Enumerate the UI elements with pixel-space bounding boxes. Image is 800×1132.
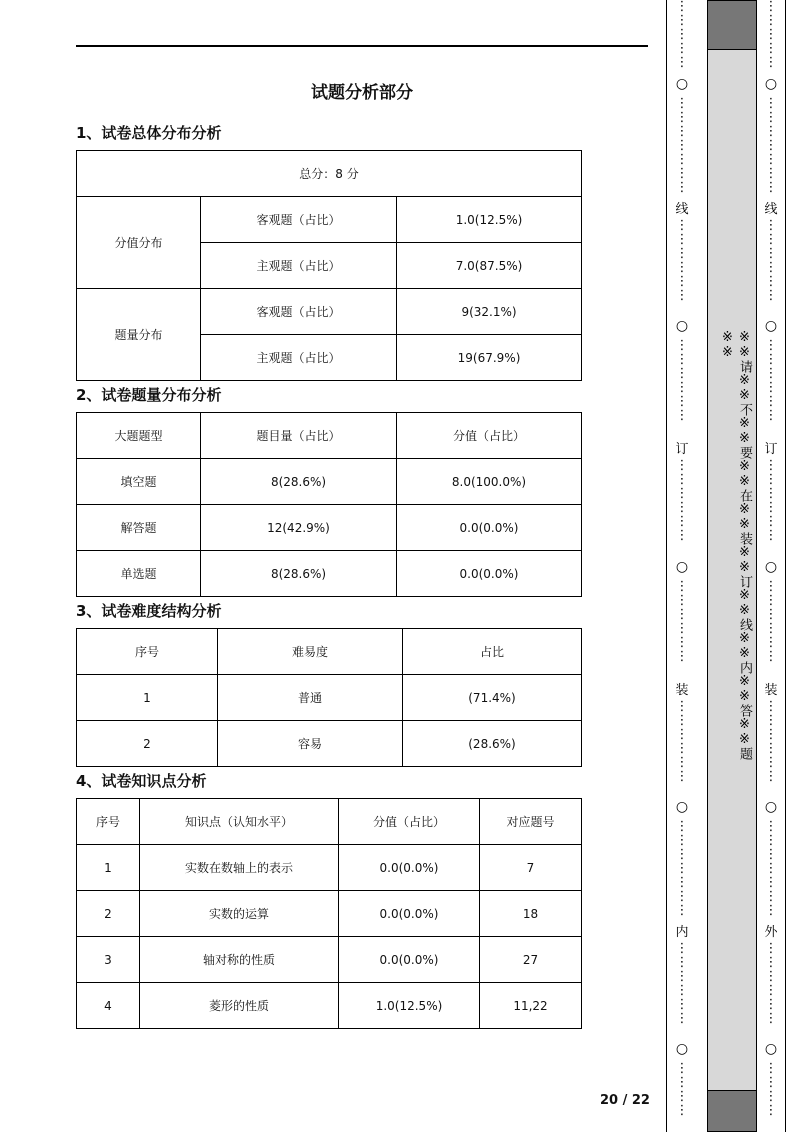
dotted-cut-line: ⋮ ⋮ ⋮ ⋮ [764, 1062, 778, 1118]
header-rule [76, 45, 648, 47]
binding-line-left [666, 0, 667, 1132]
table-row [77, 721, 582, 767]
seal-label: 外 [764, 925, 778, 940]
table-row [77, 675, 582, 721]
column-header: 占比 [403, 629, 582, 675]
table-cell: 11,22 [480, 983, 582, 1029]
overall-distribution-table [76, 150, 582, 381]
table-cell: 8(28.6%) [201, 459, 397, 505]
table-cell: 19(67.9%) [397, 335, 582, 381]
total-score-cell: 总分：8 分 [77, 151, 582, 197]
table-cell: 0.0(0.0%) [339, 891, 480, 937]
seal-circle-icon: ○ [675, 318, 689, 334]
seal-label: 装 [764, 683, 778, 698]
section-2-heading: 2、试卷题量分布分析 [76, 386, 222, 404]
table-cell: 菱形的性质 [140, 983, 339, 1029]
dotted-cut-line: ⋮ ⋮ ⋮ ⋮ ⋮ ⋮ [675, 459, 689, 543]
seal-circle-icon: ○ [764, 76, 778, 92]
dotted-cut-line: ⋮ ⋮ ⋮ ⋮ ⋮ ⋮ [675, 942, 689, 1026]
dotted-cut-line: ⋮ ⋮ ⋮ ⋮ ⋮ ⋮ ⋮ [675, 97, 689, 195]
column-header: 题目量（占比） [201, 413, 397, 459]
dotted-cut-line: ⋮ ⋮ ⋮ ⋮ ⋮ ⋮ [675, 219, 689, 303]
seal-label: 订 [675, 442, 689, 457]
knowledge-point-table [76, 798, 582, 1029]
table-row [77, 937, 582, 983]
seal-circle-icon: ○ [675, 559, 689, 575]
dotted-cut-line: ⋮ ⋮ ⋮ ⋮ ⋮ ⋮ ⋮ [675, 820, 689, 918]
inner-seal-column [672, 0, 692, 1132]
table-cell: 轴对称的性质 [140, 937, 339, 983]
table-cell: 主观题（占比） [201, 243, 397, 289]
group-label-cell: 分值分布 [77, 197, 201, 289]
seal-circle-icon: ○ [675, 76, 689, 92]
column-header: 对应题号 [480, 799, 582, 845]
question-distribution-table [76, 412, 582, 597]
dotted-cut-line: ⋮ ⋮ ⋮ ⋮ ⋮ ⋮ [675, 700, 689, 784]
document-title: 试题分析部分 [311, 83, 413, 103]
table-header-row [77, 629, 582, 675]
column-header: 知识点（认知水平） [140, 799, 339, 845]
seal-circle-icon: ○ [764, 799, 778, 815]
section-3-heading: 3、试卷难度结构分析 [76, 602, 222, 620]
seal-circle-icon: ○ [764, 1041, 778, 1057]
table-cell: 1.0(12.5%) [397, 197, 582, 243]
table-cell: 主观题（占比） [201, 335, 397, 381]
table-cell: 单选题 [77, 551, 201, 597]
table-cell: 12(42.9%) [201, 505, 397, 551]
binding-block-bottom [707, 1090, 757, 1132]
dotted-cut-line: ⋮ ⋮ ⋮ ⋮ ⋮ ⋮ ⋮ [764, 820, 778, 918]
table-header-row [77, 799, 582, 845]
table-cell: 0.0(0.0%) [339, 845, 480, 891]
dotted-cut-line: ⋮ ⋮ ⋮ ⋮ ⋮ [675, 0, 689, 70]
seal-circle-icon: ○ [675, 1041, 689, 1057]
section-4-heading: 4、试卷知识点分析 [76, 772, 207, 790]
table-cell: 7.0(87.5%) [397, 243, 582, 289]
seal-label: 内 [675, 925, 689, 940]
dotted-cut-line: ⋮ ⋮ ⋮ ⋮ ⋮ [764, 0, 778, 70]
dotted-cut-line: ⋮ ⋮ ⋮ ⋮ ⋮ ⋮ [764, 219, 778, 303]
seal-label: 订 [764, 442, 778, 457]
dotted-cut-line: ⋮ ⋮ ⋮ ⋮ [675, 1062, 689, 1118]
seal-circle-icon: ○ [764, 318, 778, 334]
table-cell: 27 [480, 937, 582, 983]
section-1-heading: 1、试卷总体分布分析 [76, 124, 222, 142]
page-number: 20 / 22 [600, 1093, 650, 1108]
table-row [77, 197, 582, 243]
table-row [77, 891, 582, 937]
table-cell: 3 [77, 937, 140, 983]
table-cell: 1 [77, 845, 140, 891]
binding-warning-text: ※※请※※不※※要※※在※※装※※订※※线※※内※※答※※题※※ [720, 330, 752, 760]
table-cell: 实数的运算 [140, 891, 339, 937]
column-header: 分值（占比） [397, 413, 582, 459]
table-cell: 客观题（占比） [201, 289, 397, 335]
dotted-cut-line: ⋮ ⋮ ⋮ ⋮ ⋮ ⋮ [675, 580, 689, 664]
table-cell: 7 [480, 845, 582, 891]
table-cell: 实数在数轴上的表示 [140, 845, 339, 891]
table-cell: 4 [77, 983, 140, 1029]
table-cell: 2 [77, 721, 218, 767]
difficulty-table [76, 628, 582, 767]
table-row [77, 983, 582, 1029]
table-cell: 0.0(0.0%) [397, 551, 582, 597]
table-cell: 8(28.6%) [201, 551, 397, 597]
outer-seal-column [761, 0, 781, 1132]
table-row [77, 459, 582, 505]
table-cell: 1.0(12.5%) [339, 983, 480, 1029]
table-cell: 容易 [218, 721, 403, 767]
table-cell: 1 [77, 675, 218, 721]
table-header-row [77, 413, 582, 459]
table-cell: (28.6%) [403, 721, 582, 767]
seal-circle-icon: ○ [675, 799, 689, 815]
dotted-cut-line: ⋮ ⋮ ⋮ ⋮ ⋮ ⋮ [764, 459, 778, 543]
dotted-cut-line: ⋮ ⋮ ⋮ ⋮ ⋮ ⋮ [764, 580, 778, 664]
table-row [77, 151, 582, 197]
table-row [77, 289, 582, 335]
dotted-cut-line: ⋮ ⋮ ⋮ ⋮ ⋮ ⋮ [764, 700, 778, 784]
binding-line-right [785, 0, 786, 1132]
table-cell: (71.4%) [403, 675, 582, 721]
dotted-cut-line: ⋮ ⋮ ⋮ ⋮ ⋮ ⋮ [764, 942, 778, 1026]
binding-block-top [707, 0, 757, 50]
dotted-cut-line: ⋮ ⋮ ⋮ ⋮ ⋮ ⋮ [675, 339, 689, 423]
table-row [77, 505, 582, 551]
table-cell: 9(32.1%) [397, 289, 582, 335]
table-cell: 普通 [218, 675, 403, 721]
dotted-cut-line: ⋮ ⋮ ⋮ ⋮ ⋮ ⋮ [764, 339, 778, 423]
column-header: 分值（占比） [339, 799, 480, 845]
column-header: 序号 [77, 799, 140, 845]
seal-label: 装 [675, 683, 689, 698]
table-cell: 客观题（占比） [201, 197, 397, 243]
table-row [77, 845, 582, 891]
column-header: 序号 [77, 629, 218, 675]
column-header: 大题题型 [77, 413, 201, 459]
table-cell: 18 [480, 891, 582, 937]
dotted-cut-line: ⋮ ⋮ ⋮ ⋮ ⋮ ⋮ ⋮ [764, 97, 778, 195]
table-cell: 0.0(0.0%) [339, 937, 480, 983]
column-header: 难易度 [218, 629, 403, 675]
table-row [77, 551, 582, 597]
seal-circle-icon: ○ [764, 559, 778, 575]
seal-label: 线 [675, 202, 689, 217]
table-cell: 填空题 [77, 459, 201, 505]
table-cell: 2 [77, 891, 140, 937]
group-label-cell: 题量分布 [77, 289, 201, 381]
table-cell: 8.0(100.0%) [397, 459, 582, 505]
seal-label: 线 [764, 202, 778, 217]
table-cell: 0.0(0.0%) [397, 505, 582, 551]
table-cell: 解答题 [77, 505, 201, 551]
